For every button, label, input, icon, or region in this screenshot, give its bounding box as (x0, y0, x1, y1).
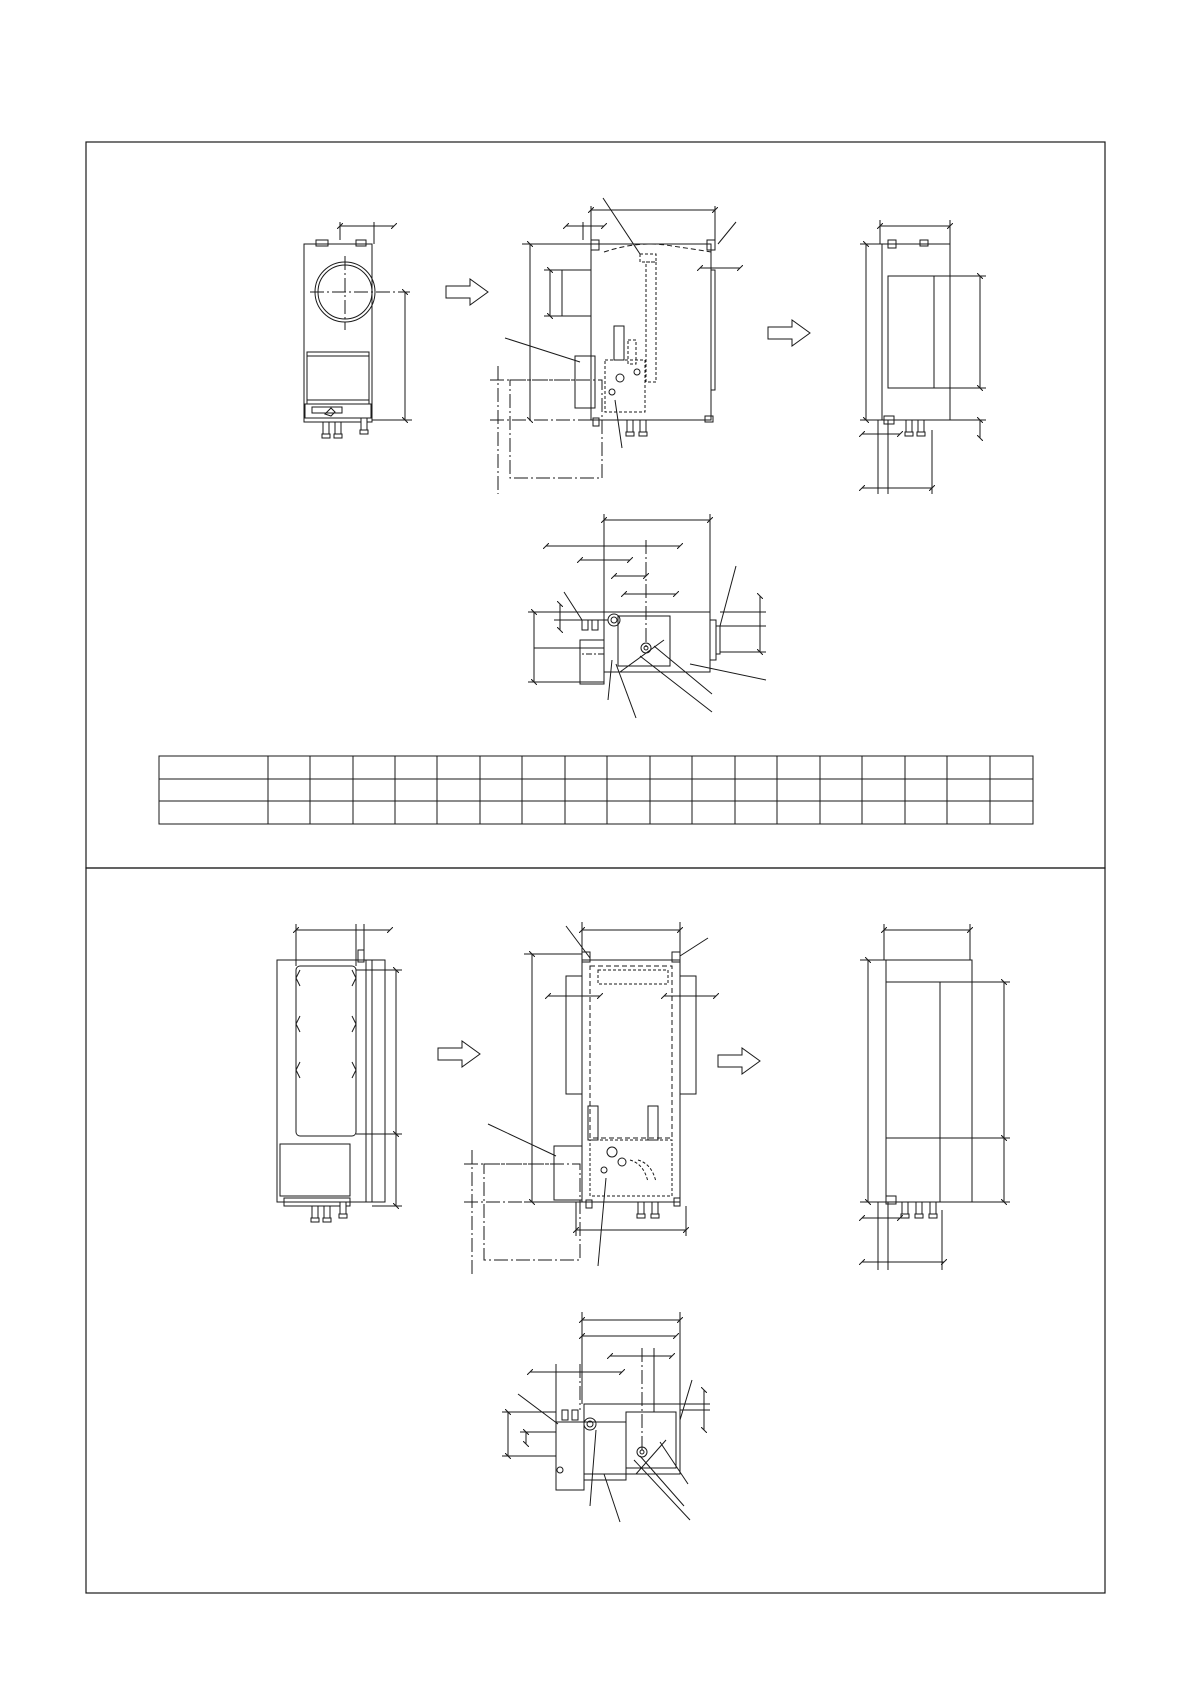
upper-rear-view (860, 220, 986, 494)
upper-front-view (304, 222, 412, 438)
hollow-right-arrow-icon (768, 320, 810, 346)
specification-table (159, 756, 1033, 824)
hollow-right-arrow-icon (446, 279, 488, 305)
lower-front-view (277, 924, 402, 1222)
lower-side-view (464, 922, 716, 1276)
upper-side-view (490, 198, 740, 494)
lower-top-view (502, 1312, 710, 1522)
upper-panel-frame (86, 142, 1105, 868)
hollow-right-arrow-icon (718, 1048, 760, 1074)
upper-top-view (528, 514, 766, 718)
hollow-right-arrow-icon (438, 1041, 480, 1067)
lower-rear-view (860, 924, 1010, 1270)
